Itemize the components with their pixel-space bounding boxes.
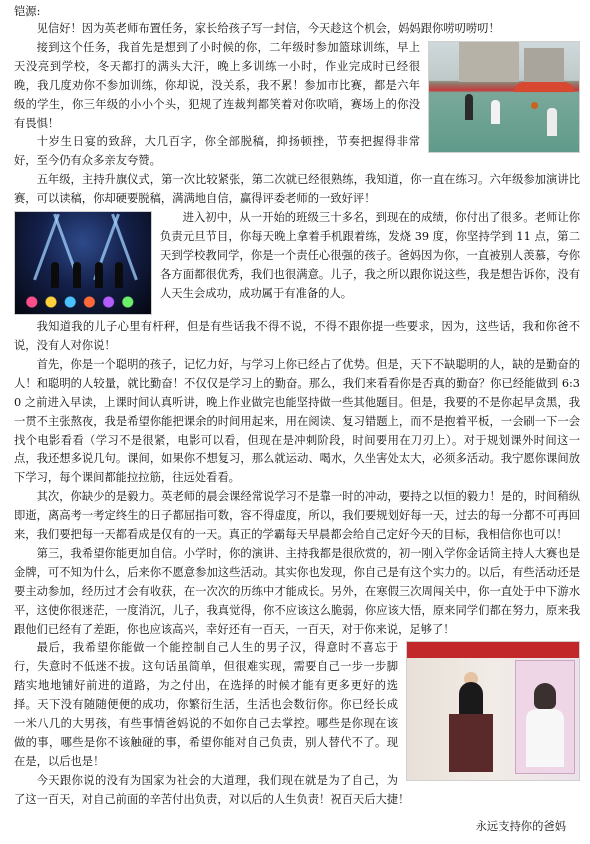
basketball-photo [428, 41, 580, 153]
letter-paragraph-3: 十岁生日宴的致辞，大几百字，你全部脱稿，抑扬顿挫，节奏把握得非常好，至今仍有众多亲友夸赞。 [14, 135, 420, 168]
letter-greeting: 铠源: [14, 5, 41, 18]
stage-performance-photo [14, 211, 152, 315]
letter-signature: 永远支持你的爸妈 [475, 820, 566, 833]
letter-paragraph-11: 今天跟你说的没有为国家为社会的大道理，我们现在就是为了自己，为了这一百天，对自己前面的辛苦付出负责，对以后的人生负责！祝百天后大捷！ [14, 773, 410, 806]
letter-paragraph-7: 首先，你是一个聪明的孩子，记忆力好，与学习上你已经占了优势。但是，天下不缺聪明的人，缺的是勤奋的人！和聪明的人较量，就比勤奋！不仅仅是学习上的勤奋。那么，我们来看看你是否真的勤奋？你已经能做到 6:30 之前进入早读，上课时间认真听讲，晚上作业做完也能坚持做一些其他题目。但是，我要的不是你起早贪黑，我一贯不主张熬夜，我是希望你能把课余的时间用起来，用在阅读、复习错题上，而不是抱着平板，一会刷一下一会找个电影看看（学习不是很紧，电影可以看，但现在是冲刺阶段，时间要用在刀刃上）。对于规划课外时间这一点，我还想多说几句。课间，如果你不想复习，那么就运动、喝水，久坐害处太大，必须多活动。我宁愿你课间放下学习，每个课间都能拉拉筋，往远处看看。 [14, 357, 580, 485]
speech-photo [406, 641, 580, 781]
letter-paragraph-2: 接到这个任务，我首先是想到了小时候的你，二年级时参加篮球训练，早上天没亮到学校，冬天都打的满头大汗，晚上多训练一小时，作业完成时已经很晚，我几度劝你不参加训练，你却说，没关系，我不累！参加市比赛，都是六年级的学生，你三年级的小小个头，犯规了连裁判都笑着对你吹哨，赛场上的你没有畏惧！ [14, 40, 420, 130]
letter-paragraph-1: 见信好！因为英老师布置任务，家长给孩子写一封信，今天趁这个机会，妈妈跟你唠叨唠叨！ [36, 22, 500, 35]
letter-paragraph-9: 第三，我希望你能更加自信。小学时，你的演讲、主持我都是很欣赏的，初一刚入学你金话筒主持人大赛也是金牌，可不知为什么，后来你不愿意参加这些活动。其实你也发现，你自己是有这个实力的。以后，有些活动还是要主动参加，经历过才会有收获，在一次次的历练中才能成长。另外，在寒假三次周闯关中，你一直处于中下游水平，这使你很迷茫，一度消沉，儿子，我真觉得，你不应该这么脆弱，你应该大悟，原来同学们都在努力，原来我跟他们已经有了差距，你也应该高兴，幸好还有一百天，一百天，对于你来说，足够了！ [14, 546, 580, 636]
letter-page [14, 4, 580, 810]
letter-paragraph-10: 最后，我希望你能做一个能控制自己人生的男子汉，得意时不喜忘于行，失意时不低迷不拔。这句话虽简单，但很难实现，需要自己一步一步脚踏实地地铺好前进的道路，为之付出，在选择的时候才能有更多更好的选择。天下没有随随便便的成功，你繁衍生活，生活也会数衍你。你已经长成一米八几的大男孩，有些事情爸妈说的不如你自己去掌控。哪些是你现在该做的事，哪些是你不该触碰的事，希望你能对自己负责，别人替代不了。现在是，以后也是！ [14, 641, 398, 768]
letter-paragraph-5: 进入初中，从一开始的班级三十多名，到现在的成绩，你付出了很多。老师让你负责元旦节目，你每天晚上拿着手机跟着练，发烧 39 度，你坚持学到 11 点，第二天到学校教同学，你是一个责任心很强的孩子。爸妈因为你，一直被别人羡慕，夸你各方面都很优秀，我们也很满意。儿子，我之所以跟你说这些，我是想告诉你，没有人天生会成功，成功属于有准备的人。 [160, 211, 580, 300]
letter-paragraph-6: 我知道我的儿子心里有杆秤，但是有些话我不得不说，不得不跟你提一些要求，因为，这些话，我和你爸不说，没有人对你说！ [14, 320, 580, 352]
letter-paragraph-8: 其次，你缺少的是毅力。英老师的晨会课经常说学习不是靠一时的冲动，要持之以恒的毅力！是的，时间稍纵即逝，离高考一考定终生的日子都屈指可数，容不得虚度，所以，我们要规划好每一天，过去的每一分都不可再回来，我们要把每一天都看成是仅有的一天。真正的学霸每天早晨都会给自己定好今天的目标，我相信你也可以！ [14, 490, 580, 542]
letter-paragraph-4: 五年级，主持升旗仪式，第一次比较紧张，第二次就已经很熟练，我知道，你一直在练习。六年级参加演讲比赛，可以读稿，你却硬要脱稿，满满地自信，赢得评委老师的一致好评！ [14, 173, 580, 206]
